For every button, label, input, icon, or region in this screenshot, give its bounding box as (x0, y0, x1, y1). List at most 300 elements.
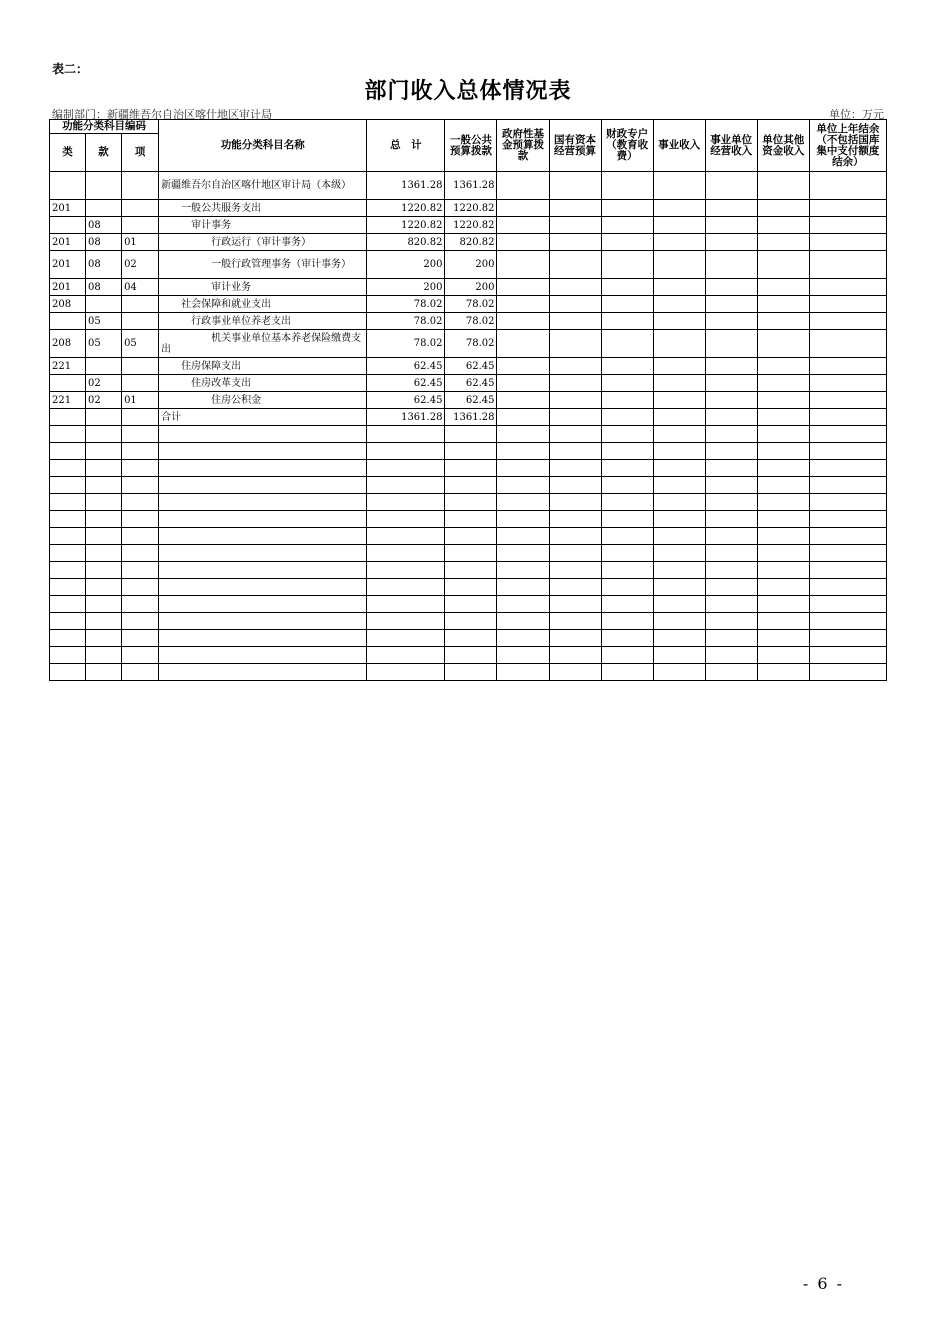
cell-empty (653, 234, 705, 251)
cell-general: 62.45 (445, 358, 497, 375)
cell-empty (653, 172, 705, 200)
cell-empty (601, 234, 653, 251)
table-row (50, 217, 887, 234)
cell-empty (757, 409, 809, 426)
cell-empty (601, 613, 653, 630)
table-row (50, 409, 887, 426)
cell-empty (50, 579, 86, 596)
cell-empty (497, 579, 549, 596)
cell-empty (497, 217, 549, 234)
cell-name: 合计 (159, 409, 367, 426)
cell-kuan (86, 409, 122, 426)
cell-empty (445, 460, 497, 477)
cell-empty (757, 172, 809, 200)
cell-empty (549, 494, 601, 511)
cell-empty (549, 528, 601, 545)
cell-name: 住房公积金 (159, 392, 367, 409)
cell-general: 78.02 (445, 330, 497, 358)
cell-empty (549, 545, 601, 562)
cell-empty (86, 647, 122, 664)
cell-empty (757, 330, 809, 358)
cell-empty (757, 477, 809, 494)
cell-empty (757, 426, 809, 443)
cell-empty (549, 172, 601, 200)
page-number: - 6 - (802, 1274, 844, 1293)
cell-empty (445, 545, 497, 562)
cell-general: 200 (445, 251, 497, 279)
cell-xiang (122, 409, 159, 426)
cell-xiang (122, 358, 159, 375)
cell-empty (705, 562, 757, 579)
cell-empty (705, 217, 757, 234)
cell-total: 200 (367, 251, 445, 279)
header-business-ops-income: 事业单位经营收入 (705, 120, 757, 172)
cell-empty (86, 579, 122, 596)
cell-empty (653, 630, 705, 647)
cell-empty (653, 579, 705, 596)
cell-empty (705, 664, 757, 681)
cell-empty (445, 528, 497, 545)
cell-empty (159, 579, 367, 596)
cell-empty (86, 494, 122, 511)
cell-empty (757, 200, 809, 217)
cell-empty (50, 664, 86, 681)
cell-empty (809, 443, 886, 460)
cell-empty (757, 375, 809, 392)
cell-empty (367, 664, 445, 681)
cell-empty (50, 562, 86, 579)
cell-empty (809, 172, 886, 200)
cell-general: 200 (445, 279, 497, 296)
cell-name: 审计业务 (159, 279, 367, 296)
cell-empty (601, 375, 653, 392)
cell-empty (653, 251, 705, 279)
table-row (50, 375, 887, 392)
cell-empty (809, 579, 886, 596)
header-gov-fund: 政府性基金预算拨款 (497, 120, 549, 172)
cell-empty (653, 460, 705, 477)
cell-empty (159, 630, 367, 647)
cell-total: 1220.82 (367, 200, 445, 217)
cell-empty (497, 528, 549, 545)
cell-empty (757, 596, 809, 613)
cell-empty (705, 375, 757, 392)
table-row-blank (50, 596, 887, 613)
cell-empty (367, 579, 445, 596)
cell-empty (705, 630, 757, 647)
cell-total: 62.45 (367, 392, 445, 409)
cell-empty (86, 613, 122, 630)
cell-empty (653, 279, 705, 296)
cell-empty (367, 545, 445, 562)
cell-empty (497, 330, 549, 358)
cell-lei (50, 375, 86, 392)
cell-name: 住房保障支出 (159, 358, 367, 375)
cell-empty (497, 494, 549, 511)
cell-kuan (86, 172, 122, 200)
cell-empty (757, 562, 809, 579)
table-row-blank (50, 426, 887, 443)
header-lei: 类 (50, 134, 86, 172)
cell-empty (549, 579, 601, 596)
cell-empty (549, 330, 601, 358)
cell-empty (497, 279, 549, 296)
cell-empty (601, 562, 653, 579)
cell-empty (497, 358, 549, 375)
table-row (50, 313, 887, 330)
cell-empty (601, 579, 653, 596)
cell-kuan: 08 (86, 217, 122, 234)
cell-empty (50, 630, 86, 647)
cell-empty (809, 545, 886, 562)
cell-empty (757, 279, 809, 296)
table-row (50, 251, 887, 279)
cell-empty (445, 562, 497, 579)
cell-empty (497, 664, 549, 681)
table-row-blank (50, 647, 887, 664)
cell-xiang (122, 217, 159, 234)
cell-empty (809, 313, 886, 330)
cell-empty (549, 596, 601, 613)
cell-empty (122, 443, 159, 460)
cell-empty (50, 528, 86, 545)
cell-empty (445, 664, 497, 681)
cell-empty (653, 200, 705, 217)
cell-lei: 201 (50, 251, 86, 279)
cell-empty (705, 392, 757, 409)
cell-empty (50, 477, 86, 494)
table-row (50, 330, 887, 358)
table-row (50, 172, 887, 200)
cell-empty (367, 460, 445, 477)
cell-empty (549, 630, 601, 647)
cell-xiang: 02 (122, 251, 159, 279)
unit-label: 单位：万元 (829, 108, 884, 121)
table-row-blank (50, 664, 887, 681)
cell-empty (497, 511, 549, 528)
cell-xiang (122, 296, 159, 313)
header-xiang: 项 (122, 134, 159, 172)
cell-empty (549, 296, 601, 313)
cell-empty (86, 511, 122, 528)
cell-name: 新疆维吾尔自治区喀什地区审计局（本级） (159, 172, 367, 200)
cell-empty (809, 426, 886, 443)
table-row-blank (50, 494, 887, 511)
cell-empty (757, 579, 809, 596)
cell-empty (549, 217, 601, 234)
cell-empty (445, 596, 497, 613)
cell-kuan (86, 296, 122, 313)
cell-empty (705, 443, 757, 460)
cell-empty (809, 409, 886, 426)
cell-empty (159, 545, 367, 562)
cell-empty (86, 426, 122, 443)
cell-name: 审计事务 (159, 217, 367, 234)
cell-kuan: 05 (86, 313, 122, 330)
cell-empty (549, 409, 601, 426)
cell-lei: 201 (50, 279, 86, 296)
cell-empty (159, 477, 367, 494)
cell-empty (367, 426, 445, 443)
table-row (50, 279, 887, 296)
cell-empty (549, 251, 601, 279)
cell-empty (86, 460, 122, 477)
cell-empty (757, 528, 809, 545)
cell-lei (50, 409, 86, 426)
cell-empty (367, 443, 445, 460)
cell-empty (367, 613, 445, 630)
cell-empty (367, 596, 445, 613)
cell-empty (757, 234, 809, 251)
table-row-blank (50, 562, 887, 579)
cell-empty (601, 313, 653, 330)
cell-empty (445, 647, 497, 664)
cell-name: 一般行政管理事务（审计事务） (159, 251, 367, 279)
cell-empty (122, 426, 159, 443)
cell-empty (601, 545, 653, 562)
cell-empty (757, 392, 809, 409)
cell-empty (601, 296, 653, 313)
cell-empty (809, 477, 886, 494)
cell-kuan (86, 200, 122, 217)
cell-general: 820.82 (445, 234, 497, 251)
cell-empty (757, 217, 809, 234)
cell-empty (497, 596, 549, 613)
cell-empty (50, 494, 86, 511)
cell-empty (50, 426, 86, 443)
cell-empty (601, 409, 653, 426)
cell-empty (601, 460, 653, 477)
cell-empty (497, 409, 549, 426)
cell-empty (367, 630, 445, 647)
cell-empty (159, 494, 367, 511)
cell-empty (159, 460, 367, 477)
cell-empty (159, 596, 367, 613)
cell-empty (549, 664, 601, 681)
cell-empty (809, 375, 886, 392)
cell-empty (50, 596, 86, 613)
cell-empty (653, 313, 705, 330)
cell-empty (601, 511, 653, 528)
cell-empty (367, 528, 445, 545)
cell-empty (653, 528, 705, 545)
cell-empty (705, 296, 757, 313)
cell-lei (50, 217, 86, 234)
cell-empty (809, 330, 886, 358)
cell-empty (757, 630, 809, 647)
cell-empty (549, 279, 601, 296)
cell-general: 1220.82 (445, 200, 497, 217)
cell-empty (653, 426, 705, 443)
cell-empty (445, 494, 497, 511)
header-total: 总 计 (367, 120, 445, 172)
cell-empty (653, 562, 705, 579)
table-row-blank (50, 443, 887, 460)
cell-empty (601, 477, 653, 494)
header-other-income: 单位其他资金收入 (757, 120, 809, 172)
cell-empty (86, 596, 122, 613)
cell-empty (809, 358, 886, 375)
cell-empty (122, 613, 159, 630)
cell-empty (549, 562, 601, 579)
cell-name: 社会保障和就业支出 (159, 296, 367, 313)
cell-empty (809, 392, 886, 409)
cell-empty (809, 630, 886, 647)
table-row-blank (50, 528, 887, 545)
cell-name: 住房改革支出 (159, 375, 367, 392)
cell-empty (705, 279, 757, 296)
cell-kuan: 08 (86, 251, 122, 279)
cell-empty (705, 251, 757, 279)
cell-empty (549, 313, 601, 330)
cell-empty (653, 296, 705, 313)
cell-kuan (86, 358, 122, 375)
cell-empty (50, 545, 86, 562)
table-row-blank (50, 579, 887, 596)
cell-total: 820.82 (367, 234, 445, 251)
cell-kuan: 08 (86, 234, 122, 251)
cell-lei: 221 (50, 358, 86, 375)
cell-empty (122, 664, 159, 681)
cell-lei: 208 (50, 296, 86, 313)
cell-empty (367, 562, 445, 579)
cell-total: 62.45 (367, 358, 445, 375)
cell-general: 1361.28 (445, 172, 497, 200)
cell-empty (159, 562, 367, 579)
cell-empty (809, 234, 886, 251)
cell-empty (757, 443, 809, 460)
table-row-blank (50, 545, 887, 562)
cell-empty (549, 375, 601, 392)
cell-empty (445, 511, 497, 528)
cell-empty (601, 664, 653, 681)
cell-empty (122, 511, 159, 528)
table-number-label: 表二： (52, 62, 89, 76)
cell-empty (549, 443, 601, 460)
cell-empty (653, 392, 705, 409)
header-kuan: 款 (86, 134, 122, 172)
cell-empty (809, 562, 886, 579)
header-carryover: 单位上年结余（不包括国库集中支付额度结余） (809, 120, 886, 172)
cell-empty (549, 647, 601, 664)
cell-empty (159, 511, 367, 528)
cell-empty (367, 647, 445, 664)
cell-empty (705, 172, 757, 200)
cell-empty (50, 613, 86, 630)
cell-empty (497, 477, 549, 494)
cell-empty (653, 330, 705, 358)
cell-empty (601, 279, 653, 296)
cell-general: 78.02 (445, 313, 497, 330)
cell-empty (445, 426, 497, 443)
cell-empty (159, 613, 367, 630)
cell-empty (159, 664, 367, 681)
cell-kuan: 02 (86, 375, 122, 392)
cell-empty (705, 647, 757, 664)
cell-empty (705, 545, 757, 562)
cell-empty (549, 511, 601, 528)
header-business-income: 事业收入 (653, 120, 705, 172)
cell-empty (809, 528, 886, 545)
cell-empty (159, 443, 367, 460)
cell-empty (653, 545, 705, 562)
cell-empty (50, 460, 86, 477)
header-state-capital: 国有资本经营预算 (549, 120, 601, 172)
cell-empty (50, 647, 86, 664)
cell-empty (497, 426, 549, 443)
cell-empty (86, 545, 122, 562)
cell-empty (367, 511, 445, 528)
table-row (50, 358, 887, 375)
cell-lei: 201 (50, 200, 86, 217)
cell-total: 1361.28 (367, 172, 445, 200)
cell-empty (601, 330, 653, 358)
cell-empty (601, 392, 653, 409)
cell-empty (497, 443, 549, 460)
cell-name: 一般公共服务支出 (159, 200, 367, 217)
table-row-blank (50, 477, 887, 494)
cell-total: 78.02 (367, 296, 445, 313)
cell-empty (497, 647, 549, 664)
cell-empty (757, 664, 809, 681)
cell-empty (159, 528, 367, 545)
cell-empty (601, 217, 653, 234)
cell-empty (705, 494, 757, 511)
cell-empty (601, 172, 653, 200)
table-row (50, 392, 887, 409)
cell-empty (653, 443, 705, 460)
cell-empty (50, 511, 86, 528)
cell-empty (50, 443, 86, 460)
cell-empty (497, 392, 549, 409)
cell-empty (445, 579, 497, 596)
cell-empty (601, 443, 653, 460)
cell-general: 1220.82 (445, 217, 497, 234)
cell-empty (549, 460, 601, 477)
cell-empty (549, 234, 601, 251)
income-table (49, 119, 887, 681)
cell-empty (122, 596, 159, 613)
cell-empty (809, 279, 886, 296)
cell-empty (705, 528, 757, 545)
cell-empty (497, 375, 549, 392)
cell-empty (757, 494, 809, 511)
cell-empty (757, 251, 809, 279)
cell-empty (809, 251, 886, 279)
cell-empty (653, 217, 705, 234)
cell-empty (705, 579, 757, 596)
header-special-account: 财政专户（教育收费） (601, 120, 653, 172)
cell-lei: 221 (50, 392, 86, 409)
cell-general: 62.45 (445, 392, 497, 409)
compiling-department: 编制部门：新疆维吾尔自治区喀什地区审计局 (52, 108, 272, 121)
cell-empty (653, 358, 705, 375)
cell-lei: 201 (50, 234, 86, 251)
cell-empty (497, 234, 549, 251)
cell-empty (549, 477, 601, 494)
cell-empty (809, 217, 886, 234)
cell-kuan: 08 (86, 279, 122, 296)
cell-empty (757, 296, 809, 313)
cell-empty (705, 613, 757, 630)
cell-empty (445, 630, 497, 647)
cell-empty (122, 647, 159, 664)
cell-name: 行政运行（审计事务） (159, 234, 367, 251)
cell-empty (809, 494, 886, 511)
header-function-code-group: 功能分类科目编码 (50, 120, 159, 134)
cell-total: 200 (367, 279, 445, 296)
cell-empty (497, 296, 549, 313)
